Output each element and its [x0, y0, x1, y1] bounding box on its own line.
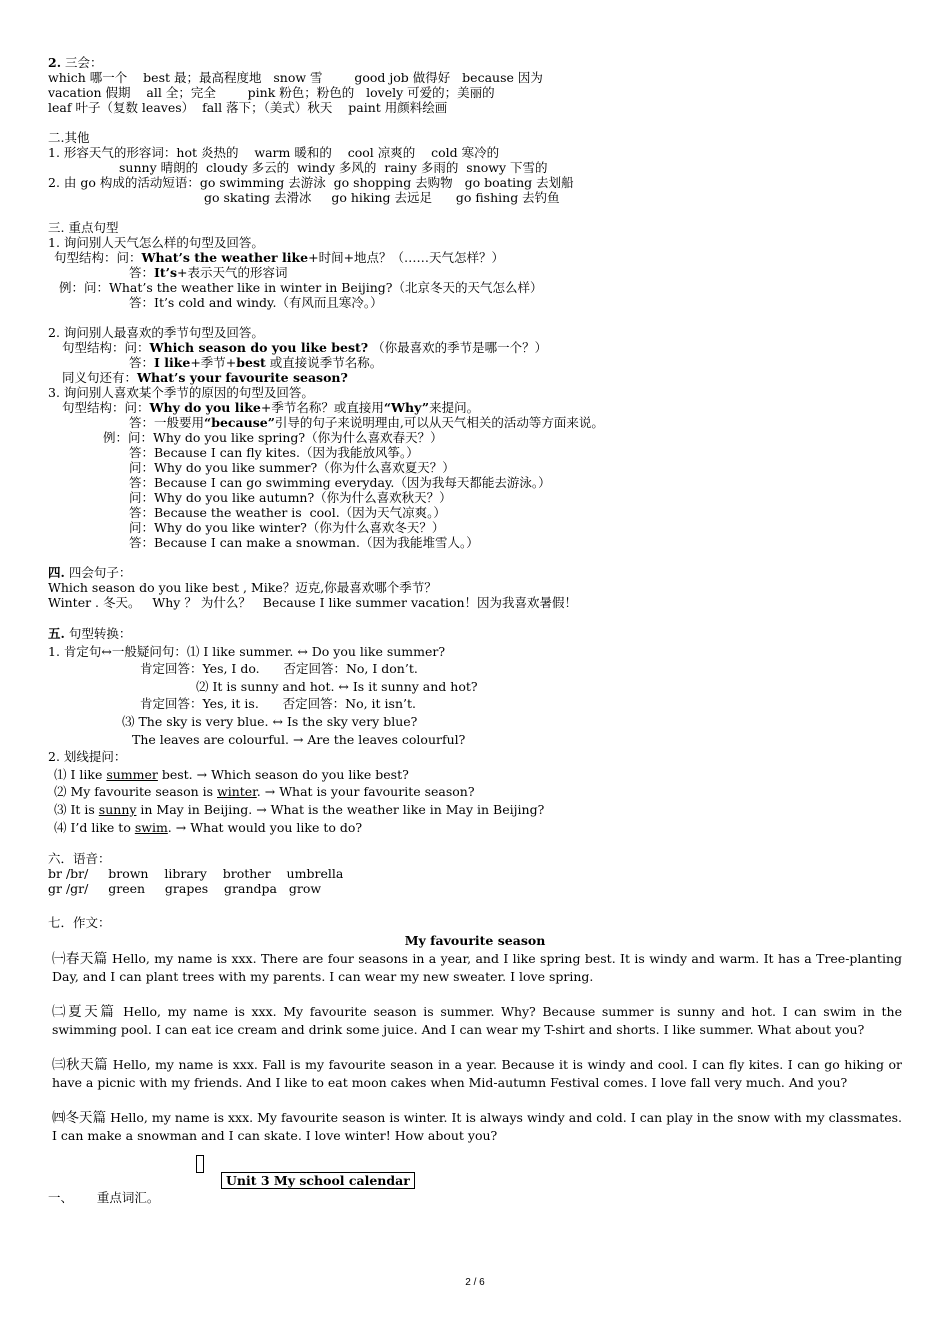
underline-question-line: ⑴ I like summer best. → Which season do you like best?: [54, 767, 409, 782]
transformation-line: 1. 肯定句↔一般疑问句：⑴ I like summer. ↔ Do you like summer?: [48, 644, 446, 659]
example-line: 答：Because I can go swimming everyday.（因为我每天都能去游泳。）: [129, 475, 551, 490]
example-line: 答：Because the weather is cool.（因为天气凉爽。）: [129, 505, 446, 520]
section-phonics-heading: 六．语音：: [48, 851, 111, 866]
phonics-line: br /br/ brown library brother umbrella: [48, 866, 344, 881]
underline-question-title: 2. 划线提问：: [48, 749, 127, 764]
example-line: 例：问：Why do you like spring?（你为什么喜欢春天？）: [103, 430, 443, 445]
section-four-skills-heading: 四. 四会句子：: [48, 565, 132, 580]
underline-question-line: ⑵ My favourite season is winter. → What is your favourite season?: [54, 784, 475, 799]
underline-question-line: ⑶ It is sunny in May in Beijing. → What is the weather like in May in Beijing?: [54, 802, 545, 817]
unit-title: Unit 3 My school calendar: [221, 1172, 415, 1189]
phonics-line: gr /gr/ green grapes grandpa grow: [48, 881, 322, 896]
example-line: 问：Why do you like winter?（你为什么喜欢冬天？）: [129, 520, 445, 535]
section-transformation-heading: 五. 句型转换：: [48, 626, 132, 641]
vocab-line: leaf 叶子（复数 leaves） fall 落下；（美式）秋天 paint 用颜料绘画: [48, 100, 448, 115]
sentence-pattern-title: 2. 询问别人最喜欢的季节句型及回答。: [48, 325, 264, 340]
vocab-line: vacation 假期 all 全；完全 pink 粉色；粉色的 lovely 可爱的；美丽的: [48, 85, 495, 100]
go-phrases-line: 2. 由 go 构成的活动短语：go swimming 去游泳 go shopping 去购物 go boating 去划船: [48, 175, 574, 190]
transformation-line: The leaves are colourful. → Are the leaves colourful?: [132, 732, 466, 747]
sentence-answer: 答：一般要用“because”引导的句子来说明理由,可以从天气相关的活动等方面来说。: [129, 415, 604, 430]
weather-adjectives-line: sunny 晴朗的 cloudy 多云的 windy 多风的 rainy 多雨的 snowy 下雪的: [119, 160, 548, 175]
sentence-answer: 答：It’s+表示天气的形容词: [129, 265, 288, 280]
transformation-line: 肯定回答：Yes, I do. 否定回答：No, I don’t.: [140, 661, 418, 676]
four-skills-sentence: Winter . 冬天。 Why ？ 为什么？ Because I like summer vacation！因为我喜欢暑假！: [48, 595, 578, 610]
sentence-structure: 句型结构：问：What’s the weather like+时间+地点？（……天气怎样？）: [54, 250, 505, 265]
transformation-line: ⑶ The sky is very blue. ↔ Is the sky very blue?: [122, 714, 418, 729]
sentence-pattern-title: 1. 询问别人天气怎么样的句型及回答。: [48, 235, 264, 250]
placeholder-box-icon: [196, 1155, 204, 1173]
transformation-line: ⑵ It is sunny and hot. ↔ Is it sunny and hot?: [196, 679, 478, 694]
page-number: 2 / 6: [465, 1277, 485, 1288]
sentence-answer: 答：I like+季节+best 或直接说季节名称。: [129, 355, 383, 370]
essay-paragraph-winter: ㈣冬天篇 Hello, my name is xxx. My favourite season is winter. It is always windy and cold. I can play in the snow with my classmates. I can make a snowman and I can skate. I love winter! How about you?: [52, 1110, 902, 1143]
sentence-structure: 句型结构：问：Which season do you like best? （你最喜欢的季节是哪一个？）: [62, 340, 548, 355]
go-phrases-line: go skating 去滑冰 go hiking 去远足 go fishing 去钓鱼: [204, 190, 560, 205]
essay-paragraph-summer: ㈡夏天篇 Hello, my name is xxx. My favourite season is summer. Why? Because summer is sunny and hot. I can swim in the swimming pool. I can eat ice cream and drink some juice. And I can wear my T-shirt and shorts. I like summer. What about you?: [52, 1004, 902, 1037]
section-key-sentences-heading: 三. 重点句型: [48, 220, 119, 235]
section-composition-heading: 七．作文：: [48, 915, 111, 930]
example-line: 答：Because I can fly kites.（因为我能放风筝。）: [129, 445, 419, 460]
four-skills-sentence: Which season do you like best , Mike？迈克,你最喜欢哪个季节？: [48, 580, 437, 595]
sentence-structure: 句型结构：问：Why do you like+季节名称？或直接用“Why”来提问。: [62, 400, 480, 415]
section-other-heading: 二.其他: [48, 130, 90, 145]
essay-paragraph-autumn: ㈢秋天篇 Hello, my name is xxx. Fall is my favourite season in a year. Because it is windy and cool. I can fly kites. I can go hiking or have a picnic with my friends. And I like to eat moon cakes when Mid-autumn Festival comes. I love fall very much. And you?: [52, 1057, 902, 1090]
sentence-example-answer: 答：It’s cold and windy.（有风而且寒冷。）: [129, 295, 383, 310]
example-line: 答：Because I can make a snowman.（因为我能堆雪人。）: [129, 535, 479, 550]
sentence-pattern-title: 3. 询问别人喜欢某个季节的原因的句型及回答。: [48, 385, 314, 400]
example-line: 问：Why do you like autumn?（你为什么喜欢秋天？）: [129, 490, 452, 505]
underline-question-line: ⑷ I’d like to swim. → What would you like to do?: [54, 820, 363, 835]
weather-adjectives-line: 1. 形容天气的形容词：hot 炎热的 warm 暖和的 cool 凉爽的 cold 寒冷的: [48, 145, 500, 160]
transformation-line: 肯定回答：Yes, it is. 否定回答：No, it isn’t.: [140, 696, 416, 711]
sentence-example: 例：问：What’s the weather like in winter in Beijing?（北京冬天的天气怎么样）: [59, 280, 543, 295]
unit-section-heading: 一、 重点词汇。: [48, 1190, 160, 1205]
essay-title: My favourite season: [404, 933, 546, 948]
essay-paragraph-spring: ㈠春天篇 Hello, my name is xxx. There are four seasons in a year, and I like spring best. It is windy and warm. It has a Tree-planting Day, and I can plant trees with my parents. I can wear my new sweater. I love spring.: [52, 951, 903, 984]
synonym-sentence: 同义句还有：What’s your favourite season?: [62, 370, 348, 385]
vocab-line: which 哪一个 best 最；最高程度地 snow 雪 good job 做得好 because 因为: [48, 70, 543, 85]
section-three-skills-heading: 2. 三会：: [48, 55, 103, 70]
example-line: 问：Why do you like summer?（你为什么喜欢夏天？）: [129, 460, 455, 475]
